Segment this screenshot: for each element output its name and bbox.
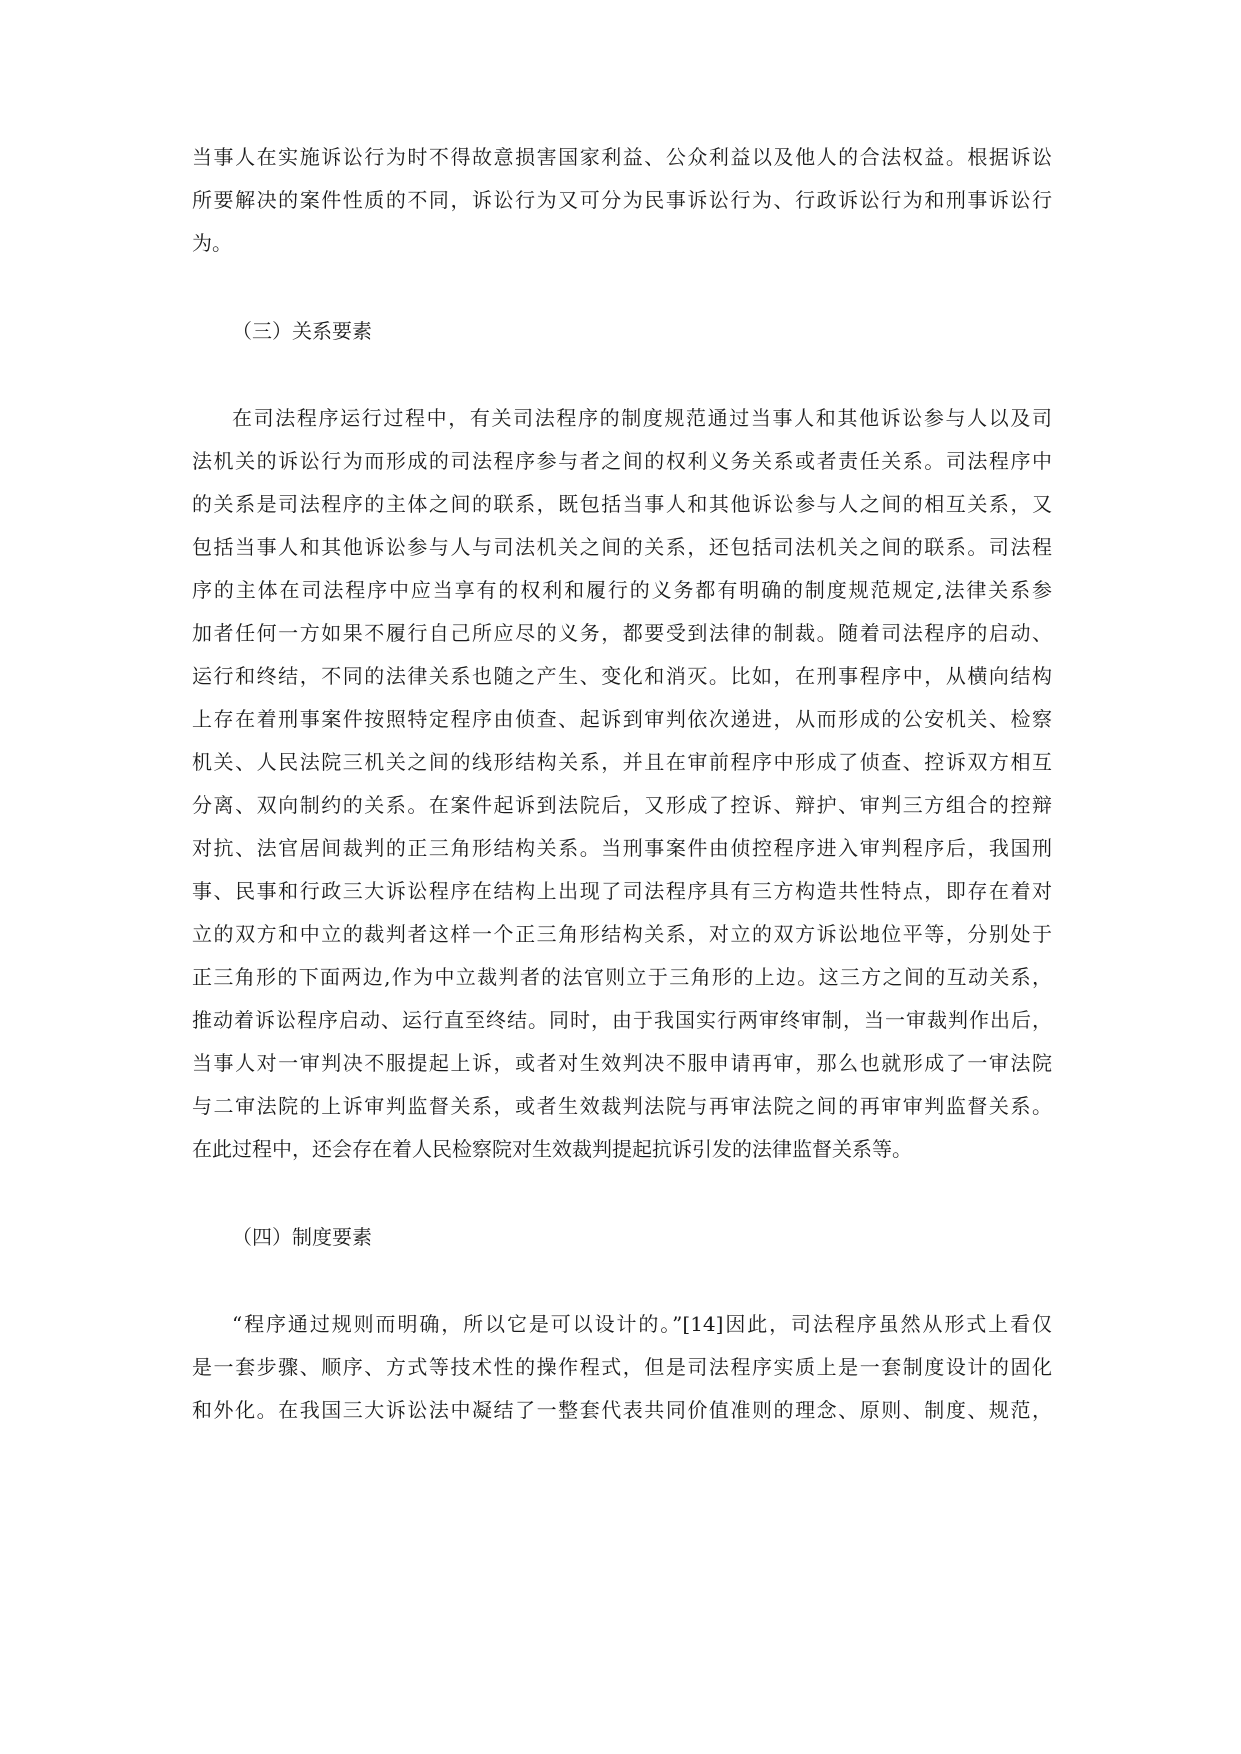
- paragraph-3-line-3: 和外化。在我国三大诉讼法中凝结了一整套代表共同价值准则的理念、原则、制度、规范，: [192, 1398, 1052, 1422]
- paragraph-1-line-2: 所要解决的案件性质的不同，诉讼行为又可分为民事诉讼行为、行政诉讼行为和刑事诉讼行: [192, 188, 1052, 212]
- paragraph-2-line-6: 加者任何一方如果不履行自己所应尽的义务，都要受到法律的制裁。随着司法程序的启动、: [192, 621, 1052, 645]
- paragraph-2-line-13: 立的双方和中立的裁判者这样一个正三角形结构关系，对立的双方诉讼地位平等，分别处于: [192, 922, 1052, 946]
- paragraph-2-line-17: 与二审法院的上诉审判监督关系，或者生效裁判法院与再审法院之间的再审审判监督关系。: [192, 1094, 1052, 1118]
- paragraph-1-line-3: 为。: [192, 231, 232, 255]
- paragraph-2-line-2: 法机关的诉讼行为而形成的司法程序参与者之间的权利义务关系或者责任关系。司法程序中: [192, 449, 1052, 473]
- paragraph-2-line-15: 推动着诉讼程序启动、运行直至终结。同时，由于我国实行两审终审制，当一审裁判作出后，: [192, 1008, 1052, 1032]
- paragraph-2-line-5: 序的主体在司法程序中应当享有的权利和履行的义务都有明确的制度规范规定,法律关系参: [192, 578, 1052, 602]
- paragraph-2-line-14: 正三角形的下面两边,作为中立裁判者的法官则立于三角形的上边。这三方之间的互动关系，: [192, 965, 1052, 989]
- paragraph-2-line-1: 在司法程序运行过程中，有关司法程序的制度规范通过当事人和其他诉讼参与人以及司: [232, 406, 1052, 430]
- paragraph-2-line-8: 上存在着刑事案件按照特定程序由侦查、起诉到审判依次递进，从而形成的公安机关、检察: [192, 707, 1052, 731]
- paragraph-2-line-18: 在此过程中，还会存在着人民检察院对生效裁判提起抗诉引发的法律监督关系等。: [192, 1137, 912, 1161]
- paragraph-2-line-9: 机关、人民法院三机关之间的线形结构关系，并且在审前程序中形成了侦查、控诉双方相互: [192, 750, 1052, 774]
- paragraph-2-line-3: 的关系是司法程序的主体之间的联系，既包括当事人和其他诉讼参与人之间的相互关系，又: [192, 492, 1052, 516]
- paragraph-1-line-1: 当事人在实施诉讼行为时不得故意损害国家利益、公众利益以及他人的合法权益。根据诉讼: [192, 145, 1052, 169]
- section-heading-4: （四）制度要素: [232, 1225, 372, 1249]
- section-heading-3: （三）关系要素: [232, 319, 372, 343]
- paragraph-2-line-10: 分离、双向制约的关系。在案件起诉到法院后，又形成了控诉、辩护、审判三方组合的控辩: [192, 793, 1052, 817]
- paragraph-3-line-2: 是一套步骤、顺序、方式等技术性的操作程式，但是司法程序实质上是一套制度设计的固化: [192, 1355, 1052, 1379]
- paragraph-2-line-4: 包括当事人和其他诉讼参与人与司法机关之间的关系，还包括司法机关之间的联系。司法程: [192, 535, 1052, 559]
- paragraph-2-line-16: 当事人对一审判决不服提起上诉，或者对生效判决不服申请再审，那么也就形成了一审法院: [192, 1051, 1052, 1075]
- paragraph-3-line-1: “程序通过规则而明确，所以它是可以设计的。”[14]因此，司法程序虽然从形式上看仅: [232, 1312, 1052, 1336]
- paragraph-2-line-11: 对抗、法官居间裁判的正三角形结构关系。当刑事案件由侦控程序进入审判程序后，我国刑: [192, 836, 1052, 860]
- paragraph-2-line-7: 运行和终结，不同的法律关系也随之产生、变化和消灭。比如，在刑事程序中，从横向结构: [192, 664, 1052, 688]
- paragraph-2-line-12: 事、民事和行政三大诉讼程序在结构上出现了司法程序具有三方构造共性特点，即存在着对: [192, 879, 1052, 903]
